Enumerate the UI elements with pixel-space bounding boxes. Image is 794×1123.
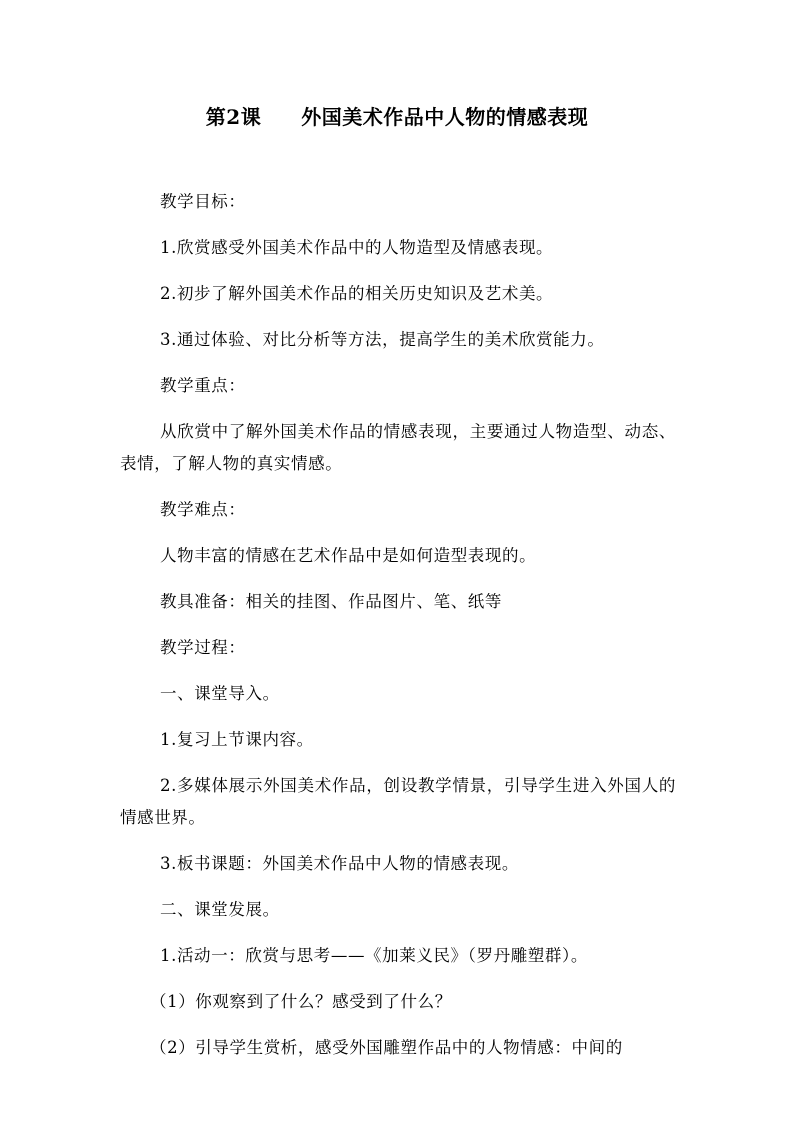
activity-one: 1.活动一：欣赏与思考——《加莱义民》（罗丹雕塑群）。 <box>160 946 588 965</box>
difficulties-text: 人物丰富的情感在艺术作品中是如何造型表现的。 <box>160 546 537 565</box>
activity-question: （2）引导学生赏析，感受外国雕塑作品中的人物情感：中间的 <box>150 1038 623 1057</box>
lesson-body <box>120 186 676 1078</box>
lesson-title <box>0 101 794 133</box>
heading-objectives: 教学目标： <box>160 192 246 211</box>
activity-question: （1）你观察到了什么？感受到了什么？ <box>150 992 452 1011</box>
lesson-number: 第2课 <box>205 105 262 129</box>
heading-process: 教学过程： <box>160 638 246 657</box>
objective-item: 2.初步了解外国美术作品的相关历史知识及艺术美。 <box>160 284 554 303</box>
objective-item: 1.欣赏感受外国美术作品中的人物造型及情感表现。 <box>160 238 554 257</box>
heading-difficulties: 教学难点： <box>160 500 246 519</box>
heading-key-points: 教学重点： <box>160 376 246 395</box>
process-step: 3.板书课题：外国美术作品中人物的情感表现。 <box>160 854 519 873</box>
section-intro: 一、课堂导入。 <box>160 684 280 703</box>
section-development: 二、课堂发展。 <box>160 900 280 919</box>
teaching-aids-text: 教具准备：相关的挂图、作品图片、笔、纸等 <box>160 592 502 611</box>
process-step: 1.复习上节课内容。 <box>160 730 314 749</box>
objective-item: 3.通过体验、对比分析等方法，提高学生的美术欣赏能力。 <box>160 330 605 349</box>
process-step: 2.多媒体展示外国美术作品，创设教学情景，引导学生进入外国人的情感世界。 <box>120 776 676 827</box>
key-points-text: 从欣赏中了解外国美术作品的情感表现，主要通过人物造型、动态、表情，了解人物的真实情感。 <box>120 422 676 473</box>
lesson-topic: 外国美术作品中人物的情感表现 <box>301 105 589 129</box>
